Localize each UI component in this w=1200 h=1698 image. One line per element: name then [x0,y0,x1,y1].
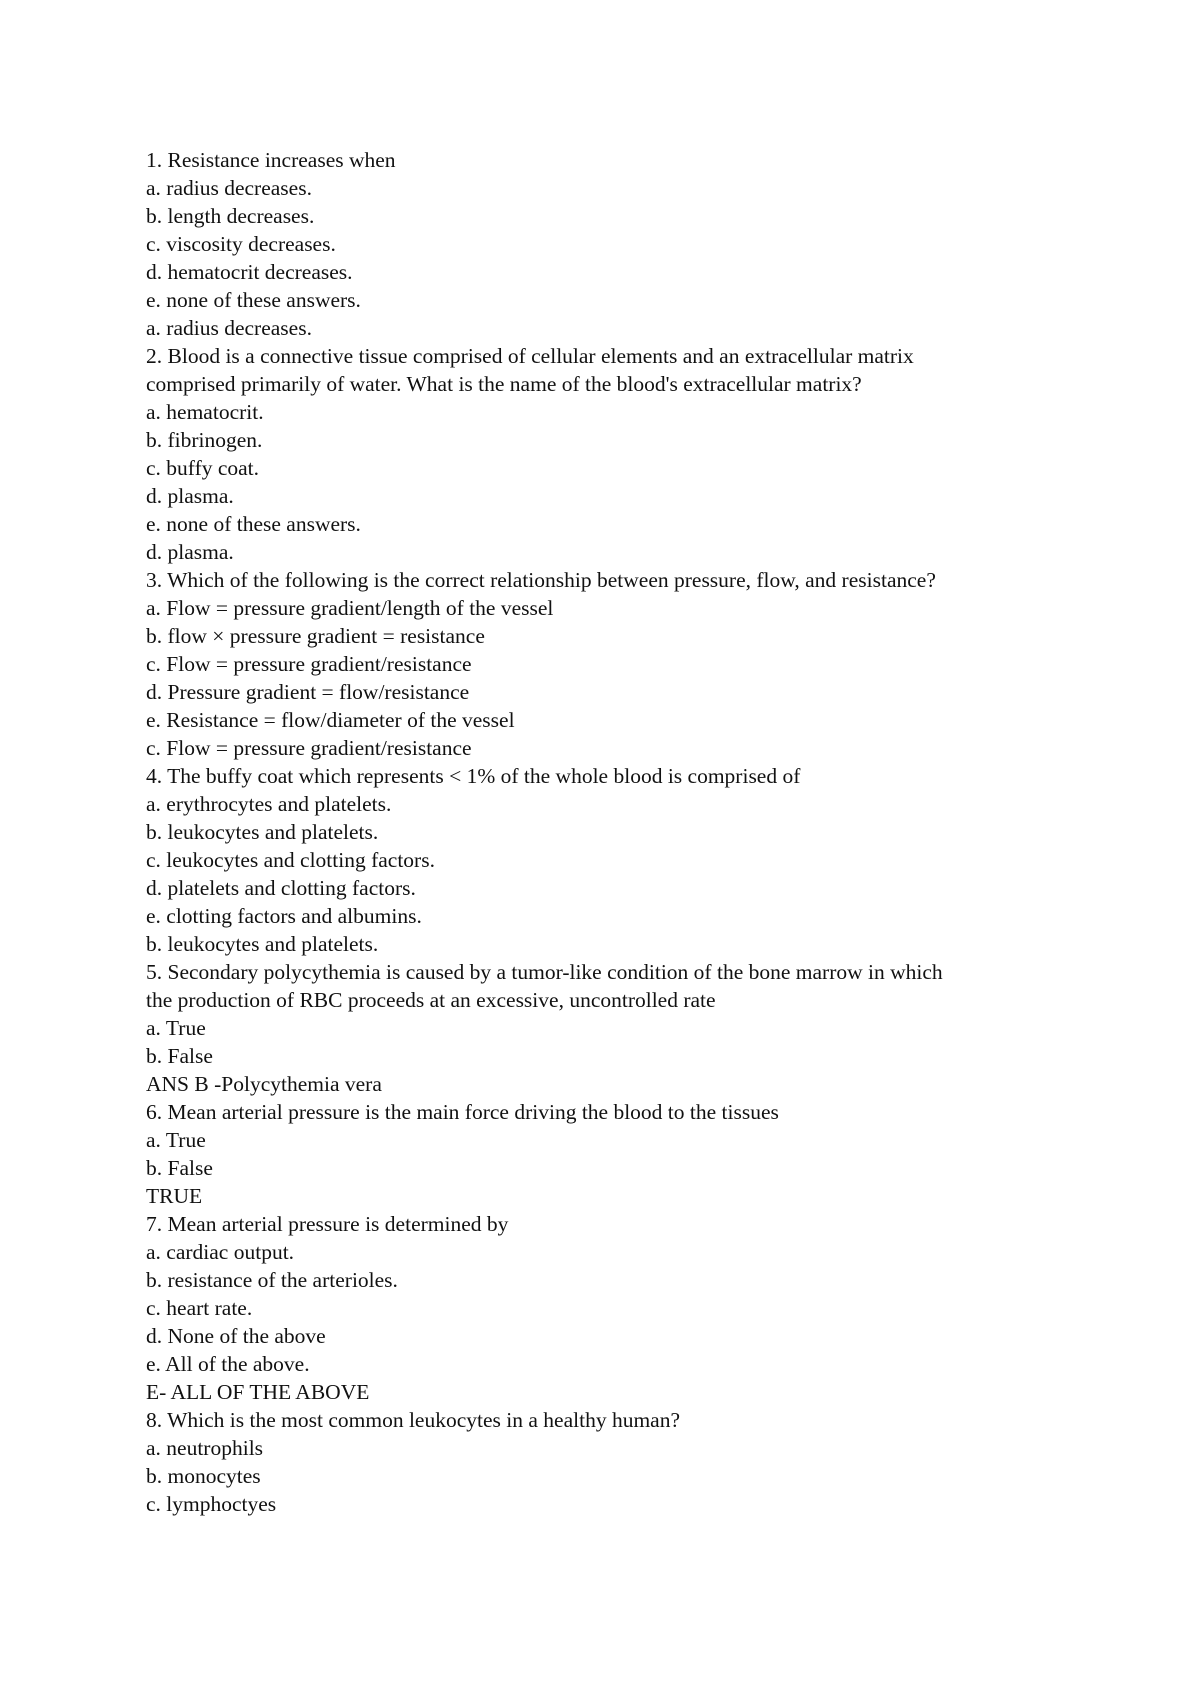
text-line: c. Flow = pressure gradient/resistance [146,736,472,760]
text-line: c. heart rate. [146,1296,253,1320]
text-line: b. leukocytes and platelets. [146,932,379,956]
text-line: 6. Mean arterial pressure is the main force driving the blood to the tissues [146,1100,779,1124]
text-line: 3. Which of the following is the correct relationship between pressure, flow, and resistance? [146,568,936,592]
text-line: d. plasma. [146,484,234,508]
text-line: c. leukocytes and clotting factors. [146,848,435,872]
text-line: d. Pressure gradient = flow/resistance [146,680,470,704]
text-line: E- ALL OF THE ABOVE [146,1380,370,1404]
text-line: e. clotting factors and albumins. [146,904,422,928]
text-line: a. True [146,1016,206,1040]
document-body [146,146,1106,1518]
text-line: 2. Blood is a connective tissue comprised of cellular elements and an extracellular matrix [146,344,914,368]
text-line: d. plasma. [146,540,234,564]
text-line: a. hematocrit. [146,400,264,424]
text-line: e. Resistance = flow/diameter of the vessel [146,708,515,732]
text-line: e. none of these answers. [146,512,361,536]
text-line: e. All of the above. [146,1352,310,1376]
text-line: d. platelets and clotting factors. [146,876,416,900]
text-line: a. erythrocytes and platelets. [146,792,392,816]
text-line: 1. Resistance increases when [146,148,396,172]
text-line: b. leukocytes and platelets. [146,820,379,844]
text-line: c. lymphoctyes [146,1492,277,1516]
text-line: a. Flow = pressure gradient/length of the vessel [146,596,554,620]
text-line: 8. Which is the most common leukocytes in a healthy human? [146,1408,681,1432]
text-line: c. viscosity decreases. [146,232,336,256]
text-line: a. radius decreases. [146,176,312,200]
text-line: 5. Secondary polycythemia is caused by a tumor-like condition of the bone marrow in which [146,960,943,984]
text-line: 7. Mean arterial pressure is determined by [146,1212,509,1236]
text-line: b. length decreases. [146,204,315,228]
text-line: e. none of these answers. [146,288,361,312]
text-line: TRUE [146,1184,203,1208]
text-line: c. Flow = pressure gradient/resistance [146,652,472,676]
text-line: b. flow × pressure gradient = resistance [146,624,485,648]
text-line: b. False [146,1156,213,1180]
text-line: d. None of the above [146,1324,326,1348]
text-line: a. neutrophils [146,1436,264,1460]
text-line: b. resistance of the arterioles. [146,1268,398,1292]
text-line: b. fibrinogen. [146,428,263,452]
text-line: a. cardiac output. [146,1240,295,1264]
text-line: ANS B -Polycythemia vera [146,1072,382,1096]
text-line: comprised primarily of water. What is the name of the blood's extracellular matrix? [146,372,862,396]
text-line: a. radius decreases. [146,316,312,340]
text-line: d. hematocrit decreases. [146,260,353,284]
text-line: the production of RBC proceeds at an excessive, uncontrolled rate [146,988,716,1012]
text-line: c. buffy coat. [146,456,260,480]
text-line: a. True [146,1128,206,1152]
text-line: b. monocytes [146,1464,261,1488]
text-line: 4. The buffy coat which represents < 1% of the whole blood is comprised of [146,764,801,788]
text-line: b. False [146,1044,213,1068]
